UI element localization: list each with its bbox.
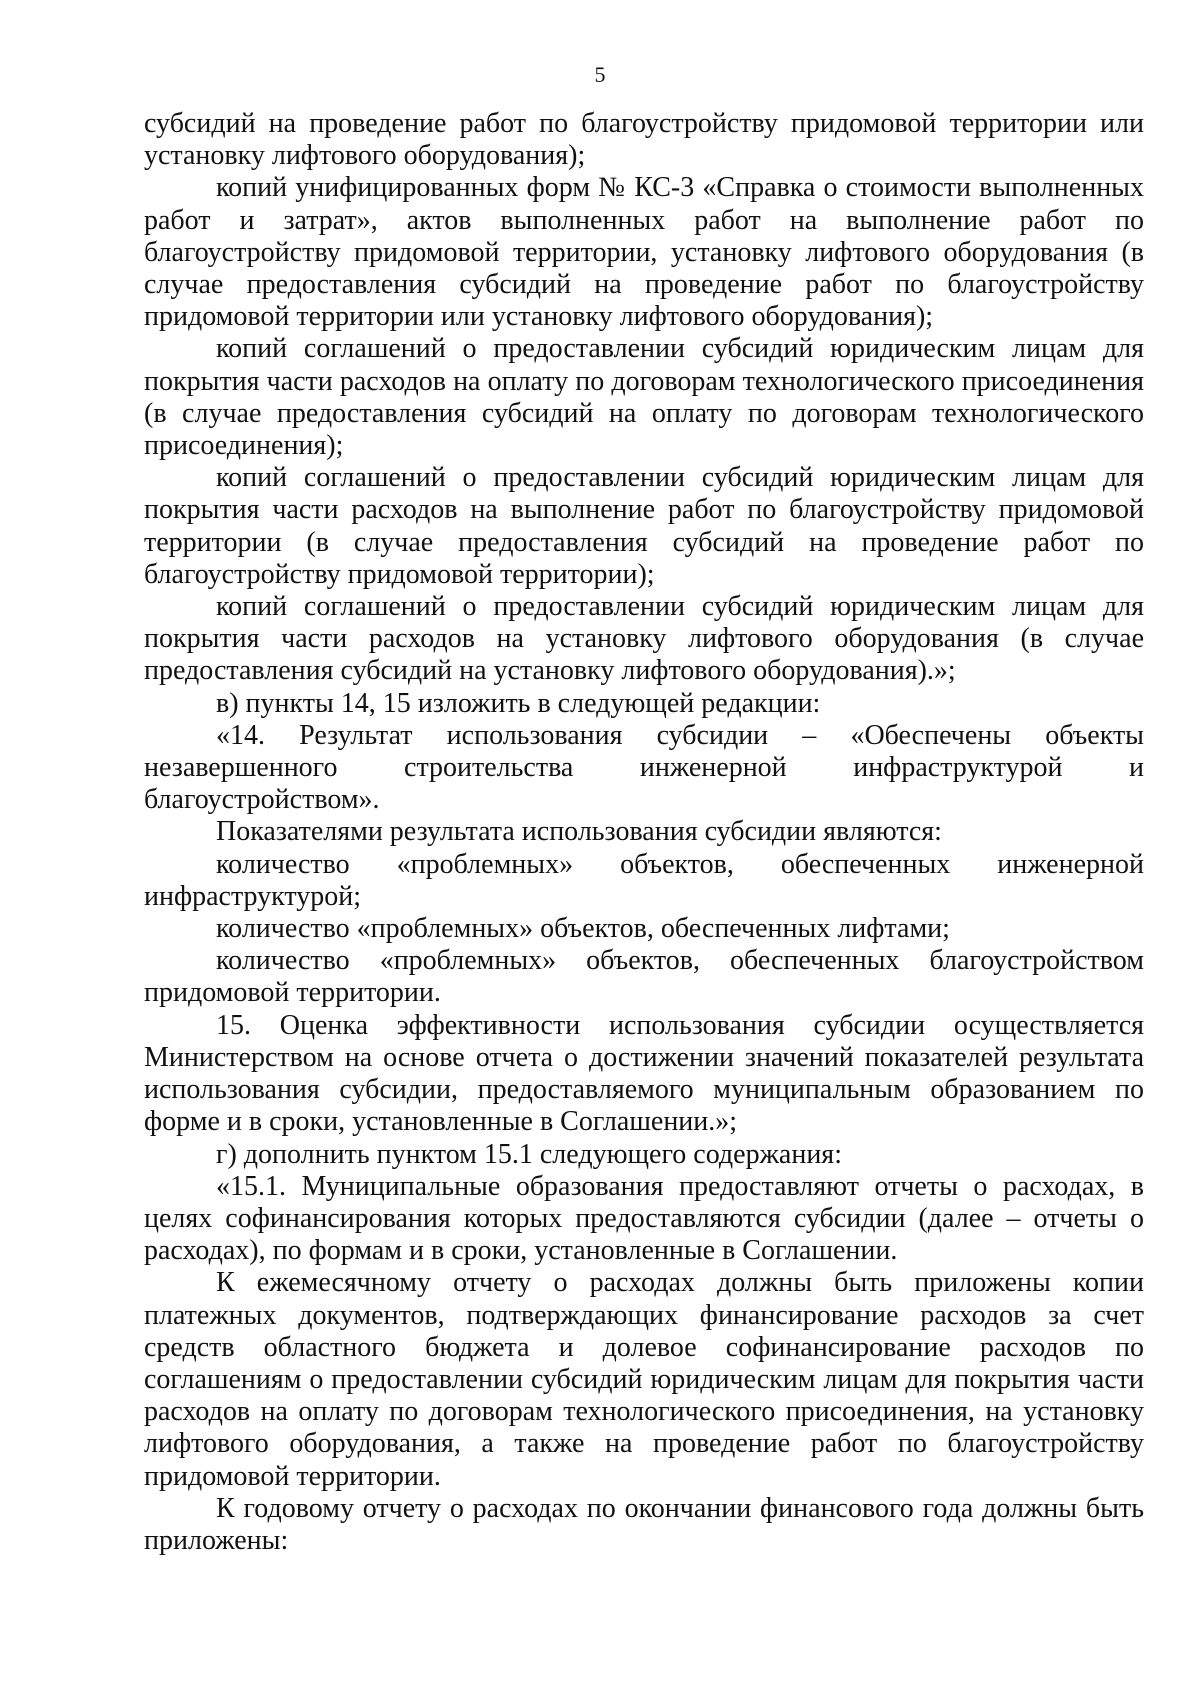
paragraph-monthly-report: К ежемесячному отчету о расходах должны быть приложены копии платежных документов, подтверждающих финансирование расходов за счет средств областного бюджета и долевое софинансирование расходов по соглашениям о предоставлении субсидий юридическим лицам для покрытия части расходов на оплату по договорам технологического присоединения, на установку лифтового оборудования, а также на проведение работ по благоустройству придомовой территории. [144, 1267, 1144, 1492]
paragraph-indicator-elevators: количество «проблемных» объектов, обеспеченных лифтами; [216, 913, 950, 945]
paragraph-item-v: в) пункты 14, 15 изложить в следующей редакции: [216, 687, 821, 719]
paragraph-agreements-elevator: копий соглашений о предоставлении субсидий юридическим лицам для покрытия части расходов на установку лифтового оборудования (в случае предоставления субсидий на установку лифтового оборудования).»; [144, 591, 1144, 687]
paragraph-item-g: г) дополнить пунктом 15.1 следующего содержания: [216, 1138, 842, 1170]
paragraph-indicator-landscaping: количество «проблемных» объектов, обеспеченных благоустройством придомовой территории. [144, 945, 1144, 1009]
paragraph-annual-report: К годовому отчету о расходах по окончании финансового года должны быть приложены: [144, 1492, 1144, 1556]
paragraph-clause-15-1: «15.1. Муниципальные образования предоставляют отчеты о расходах, в целях софинансирования которых предоставляются субсидии (далее – отчеты о расходах), по формам и в сроки, установленные в Соглашении. [144, 1170, 1144, 1267]
paragraph-agreements-tech-connection: копий соглашений о предоставлении субсидий юридическим лицам для покрытия части расходов на оплату по договорам технологического присоединения (в случае предоставления субсидий на оплату по договорам технологического присоединения); [144, 333, 1144, 462]
paragraph-agreements-landscaping: копий соглашений о предоставлении субсидий юридическим лицам для покрытия части расходов на выполнение работ по благоустройству придомовой территории (в случае предоставления субсидий на проведение работ по благоустройству придомовой территории); [144, 462, 1144, 590]
paragraph-indicators-intro: Показателями результата использования субсидии являются: [216, 816, 942, 848]
document-body [144, 108, 1144, 1557]
paragraph-clause-15: 15. Оценка эффективности использования субсидии осуществляется Министерством на основе отчета о достижении значений показателей результата использования субсидии, предоставляемого муниципальным образованием по форме и в сроки, установленные в Соглашении.»; [144, 1009, 1144, 1138]
paragraph-indicator-infrastructure: количество «проблемных» объектов, обеспеченных инженерной инфраструктурой; [144, 848, 1144, 912]
page-number: 5 [594, 62, 606, 87]
paragraph-continuation: субсидий на проведение работ по благоустройству придомовой территории или установку лифтового оборудования); [144, 108, 1144, 172]
paragraph-ks3-copies: копий унифицированных форм № КС-3 «Справка о стоимости выполненных работ и затрат», актов выполненных работ на выполнение работ по благоустройству придомовой территории, установку лифтового оборудования (в случае предоставления субсидий на проведение работ по благоустройству придомовой территории или установку лифтового оборудования); [144, 172, 1144, 333]
paragraph-clause-14: «14. Результат использования субсидии – «Обеспечены объекты незавершенного строительства инженерной инфраструктурой и благоустройством». [144, 719, 1144, 816]
